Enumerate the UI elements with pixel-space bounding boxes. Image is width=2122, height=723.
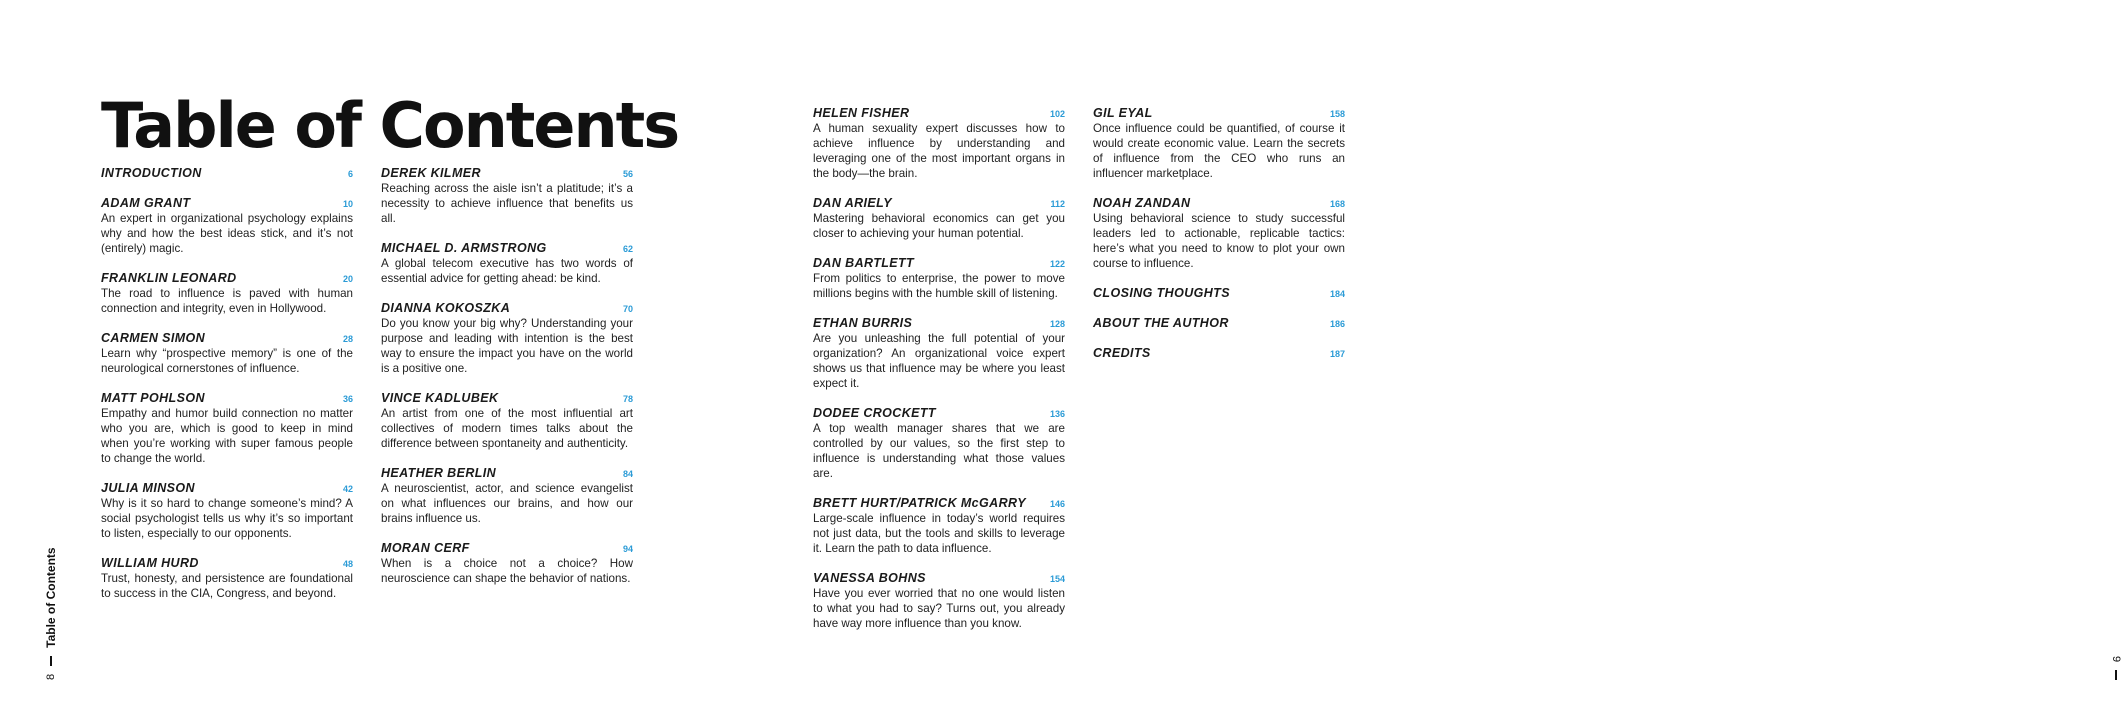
toc-entry-name: DODEE CROCKETT (813, 406, 936, 420)
toc-entry-description: Trust, honesty, and persistence are foundational to success in the CIA, Congress, and beyond. (101, 572, 353, 600)
toc-entry[interactable] (101, 271, 353, 316)
toc-entry-page-number: 122 (1049, 259, 1065, 269)
toc-entry-name: ABOUT THE AUTHOR (1093, 316, 1229, 330)
toc-entry-header (1093, 316, 1345, 331)
toc-entry[interactable] (381, 541, 633, 586)
toc-entry-page-number: 10 (342, 199, 353, 209)
toc-entry-name: GIL EYAL (1093, 106, 1153, 120)
toc-entry-description: Empathy and humor build connection no matter who you are, which is good to keep in mind when you’re working with super famous people to change the world. (101, 407, 353, 465)
page-title: Table of Contents (101, 89, 679, 162)
toc-entry-page-number: 184 (1329, 289, 1345, 299)
toc-entry-description: Do you know your big why? Understanding your purpose and leading with intention is the best way to ensure the impact you have on the world is a positive one. (381, 317, 633, 375)
toc-entry-page-number: 48 (342, 559, 353, 569)
toc-entry-name: ETHAN BURRIS (813, 316, 913, 330)
toc-entry-description: Mastering behavioral economics can get you closer to achieving your human potential. (813, 212, 1065, 240)
toc-entry-description: An expert in organizational psychology explains why and how the best ideas stick, and it’s not (entirely) magic. (101, 212, 353, 255)
toc-entry[interactable] (101, 391, 353, 466)
toc-entry-description: Once influence could be quantified, of course it would create economic value. Learn the secrets of influence from the CEO who runs an influencer marketplace. (1093, 122, 1345, 180)
toc-entry[interactable] (1093, 286, 1345, 301)
toc-entry-header (813, 496, 1065, 511)
toc-entry-header (813, 571, 1065, 586)
toc-entry-name: FRANKLIN LEONARD (101, 271, 237, 285)
toc-entry[interactable] (381, 241, 633, 286)
toc-entry[interactable] (1093, 196, 1345, 271)
toc-entry-description: A global telecom executive has two words of essential advice for getting ahead: be kind. (381, 257, 633, 285)
toc-entry[interactable] (381, 166, 633, 226)
left-page (0, 0, 722, 723)
toc-entry-page-number: 6 (347, 169, 353, 179)
toc-entry-header (101, 391, 353, 406)
toc-entry-page-number: 94 (622, 544, 633, 554)
toc-entry[interactable] (1093, 346, 1345, 361)
toc-entry-description: Learn why “prospective memory” is one of the neurological cornerstones of influence. (101, 347, 353, 375)
toc-entry[interactable] (813, 256, 1065, 301)
toc-entry[interactable] (813, 496, 1065, 556)
toc-entry[interactable] (381, 466, 633, 526)
toc-entry-page-number: 128 (1049, 319, 1065, 329)
toc-entry[interactable] (1093, 316, 1345, 331)
toc-entry-page-number: 20 (342, 274, 353, 284)
toc-entry-page-number: 28 (342, 334, 353, 344)
toc-entry-header (381, 541, 633, 556)
toc-entry-page-number: 168 (1329, 199, 1345, 209)
toc-entry-header (1093, 346, 1345, 361)
toc-entry-name: NOAH ZANDAN (1093, 196, 1191, 210)
toc-entry-header (1093, 106, 1345, 121)
toc-entry-header (1093, 286, 1345, 301)
toc-entry-name: BRETT HURT/PATRICK McGARRY (813, 496, 1026, 510)
toc-entry-header (381, 466, 633, 481)
toc-entry-name: VANESSA BOHNS (813, 571, 926, 585)
toc-entry-description: Why is it so hard to change someone’s mind? A social psychologist tells us why it’s so important to listen, especially to our opponents. (101, 497, 353, 540)
toc-entry[interactable] (1093, 106, 1345, 181)
toc-entry-header (101, 271, 353, 286)
toc-entry[interactable] (813, 571, 1065, 631)
toc-entry-page-number: 62 (622, 244, 633, 254)
toc-entry-description: When is a choice not a choice? How neuroscience can shape the behavior of nations. (381, 557, 633, 585)
toc-entry-description: Reaching across the aisle isn’t a platitude; it’s a necessity to achieve influence that benefits us all. (381, 182, 633, 225)
toc-entry-name: MATT POHLSON (101, 391, 205, 405)
running-header: Table of Contents (44, 547, 58, 648)
toc-entry-page-number: 70 (622, 304, 633, 314)
toc-entry-name: VINCE KADLUBEK (381, 391, 499, 405)
toc-entry-name: CARMEN SIMON (101, 331, 206, 345)
toc-entry-header (813, 256, 1065, 271)
page-number: 9 (2110, 656, 2122, 663)
toc-entry-name: HEATHER BERLIN (381, 466, 497, 480)
toc-entry-description: A human sexuality expert discusses how to achieve influence by understanding and leveraging one of the most important organs in the body—the brain. (813, 122, 1065, 180)
toc-entry-name: WILLIAM HURD (101, 556, 199, 570)
toc-entry-page-number: 158 (1329, 109, 1345, 119)
toc-entry-header (101, 166, 353, 181)
toc-entry-header (813, 316, 1065, 331)
toc-entry-header (381, 166, 633, 181)
page-number: 8 (45, 673, 57, 680)
toc-entry-page-number: 136 (1049, 409, 1065, 419)
toc-entry-page-number: 186 (1329, 319, 1345, 329)
toc-entry-description: The road to influence is paved with human connection and integrity, even in Hollywood. (101, 287, 353, 315)
toc-entry-page-number: 84 (622, 469, 633, 479)
toc-entry[interactable] (101, 166, 353, 181)
toc-entry-header (1093, 196, 1345, 211)
toc-entry[interactable] (101, 196, 353, 256)
toc-entry-page-number: 112 (1050, 199, 1065, 209)
toc-entry-header (101, 556, 353, 571)
toc-entry-name: DIANNA KOKOSZKA (381, 301, 511, 315)
toc-entry[interactable] (101, 331, 353, 376)
toc-column-4 (1093, 106, 1345, 376)
toc-entry-description: A top wealth manager shares that we are controlled by our values, so the first step to influence is understanding what those values are. (813, 422, 1065, 480)
toc-entry-page-number: 187 (1329, 349, 1345, 359)
toc-entry-name: MORAN CERF (381, 541, 470, 555)
toc-entry-header (101, 196, 353, 211)
toc-entry[interactable] (101, 481, 353, 541)
toc-entry-header (381, 301, 633, 316)
toc-entry-name: DEREK KILMER (381, 166, 481, 180)
toc-entry-name: DAN ARIELY (813, 196, 892, 210)
toc-entry[interactable] (813, 316, 1065, 391)
toc-entry[interactable] (813, 196, 1065, 241)
toc-entry-description: An artist from one of the most influential art collectives of modern times talks about the difference between spontaneity and authenticity. (381, 407, 633, 450)
toc-entry-name: CREDITS (1093, 346, 1151, 360)
toc-entry-name: HELEN FISHER (813, 106, 910, 120)
toc-entry-header (381, 391, 633, 406)
toc-entry-page-number: 154 (1049, 574, 1065, 584)
toc-entry-page-number: 102 (1049, 109, 1065, 119)
footer-divider (50, 656, 52, 666)
toc-entry-name: CLOSING THOUGHTS (1093, 286, 1230, 300)
toc-entry-description: A neuroscientist, actor, and science evangelist on what influences our brains, and how our brains influence us. (381, 482, 633, 525)
toc-entry-name: MICHAEL D. ARMSTRONG (381, 241, 547, 255)
toc-entry-name: JULIA MINSON (101, 481, 195, 495)
toc-column-3 (813, 106, 1065, 646)
toc-entry-page-number: 56 (622, 169, 633, 179)
toc-entry-page-number: 146 (1049, 499, 1065, 509)
toc-entry[interactable] (381, 391, 633, 451)
toc-entry-name: INTRODUCTION (101, 166, 202, 180)
toc-entry-description: From politics to enterprise, the power to move millions begins with the humble skill of listening. (813, 272, 1065, 300)
toc-entry-header (813, 106, 1065, 121)
toc-entry-header (813, 406, 1065, 421)
toc-entry[interactable] (813, 406, 1065, 481)
toc-column-1 (101, 166, 353, 616)
toc-entry-description: Large-scale influence in today’s world requires not just data, but the tools and skills to leverage it. Learn the path to data influence. (813, 512, 1065, 555)
toc-entry-header (101, 331, 353, 346)
toc-entry-header (381, 241, 633, 256)
toc-entry[interactable] (813, 106, 1065, 181)
toc-entry-name: DAN BARTLETT (813, 256, 915, 270)
toc-entry-header (813, 196, 1065, 211)
toc-column-2 (381, 166, 633, 601)
toc-entry-header (101, 481, 353, 496)
right-page-footer (2110, 656, 2122, 680)
toc-entry-page-number: 42 (342, 484, 353, 494)
toc-entry-name: ADAM GRANT (101, 196, 191, 210)
left-page-footer (44, 547, 58, 680)
toc-entry-description: Have you ever worried that no one would listen to what you had to say? Turns out, you already have way more influence than you know. (813, 587, 1065, 630)
toc-entry-page-number: 78 (622, 394, 633, 404)
footer-divider (2115, 670, 2117, 680)
toc-entry-page-number: 36 (342, 394, 353, 404)
toc-entry-description: Using behavioral science to study successful leaders led to actionable, replicable tactics: here’s what you need to know to plot your own course to influence. (1093, 212, 1345, 270)
toc-entry-description: Are you unleashing the full potential of your organization? An organizational voice expert shows us that influence may be where you least expect it. (813, 332, 1065, 390)
toc-entry[interactable] (101, 556, 353, 601)
toc-entry[interactable] (381, 301, 633, 376)
right-page (723, 0, 2122, 723)
